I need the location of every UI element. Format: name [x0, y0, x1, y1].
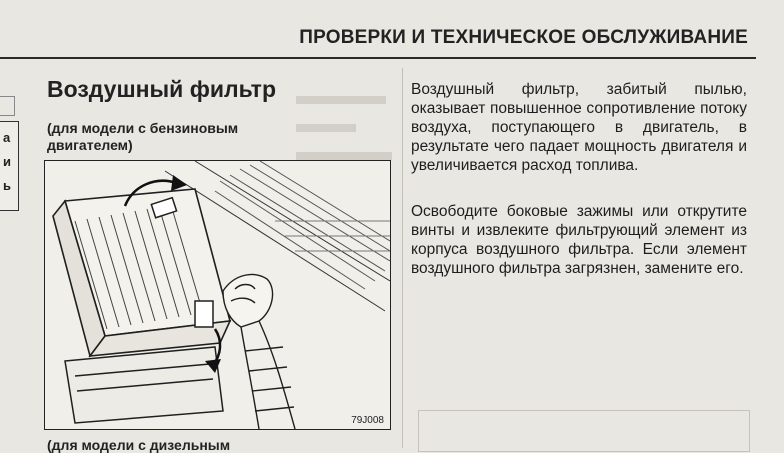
illustration-drawing: [45, 161, 390, 429]
air-filter-illustration: [44, 160, 391, 430]
previous-page-fragment: [0, 121, 19, 211]
fragment-line: а: [3, 130, 11, 145]
bleed-through-box: [418, 410, 750, 452]
header-title: ПРОВЕРКИ И ТЕХНИЧЕСКОЕ ОБСЛУЖИВАНИЕ: [299, 27, 748, 48]
section-subtitle-petrol: (для модели с бензиновым двигателем): [47, 120, 239, 153]
column-divider: [402, 68, 403, 448]
body-paragraph-2: Освободите боковые зажимы или открутите винты и извлеките фильтрующий элемент из корпуса воздушного фильтра. Если элемент воздушного фильтра загрязнен, замените его.: [411, 203, 747, 277]
header-rule: [0, 57, 756, 59]
section-subtitle-diesel: (для модели с дизельным: [47, 437, 231, 453]
left-page-mark: [0, 96, 15, 116]
fragment-line: ь: [3, 178, 11, 193]
fragment-line: и: [3, 154, 11, 169]
figure-code: 79J008: [351, 415, 384, 426]
section-title: Воздушный фильтр: [47, 76, 277, 102]
body-paragraph-1: Воздушный фильтр, забитый пылью, оказывает повышенное сопротивление потоку воздуха, поступающего в двигатель, в результате чего падает мощность двигателя и увеличивается расход топлива.: [411, 81, 747, 174]
